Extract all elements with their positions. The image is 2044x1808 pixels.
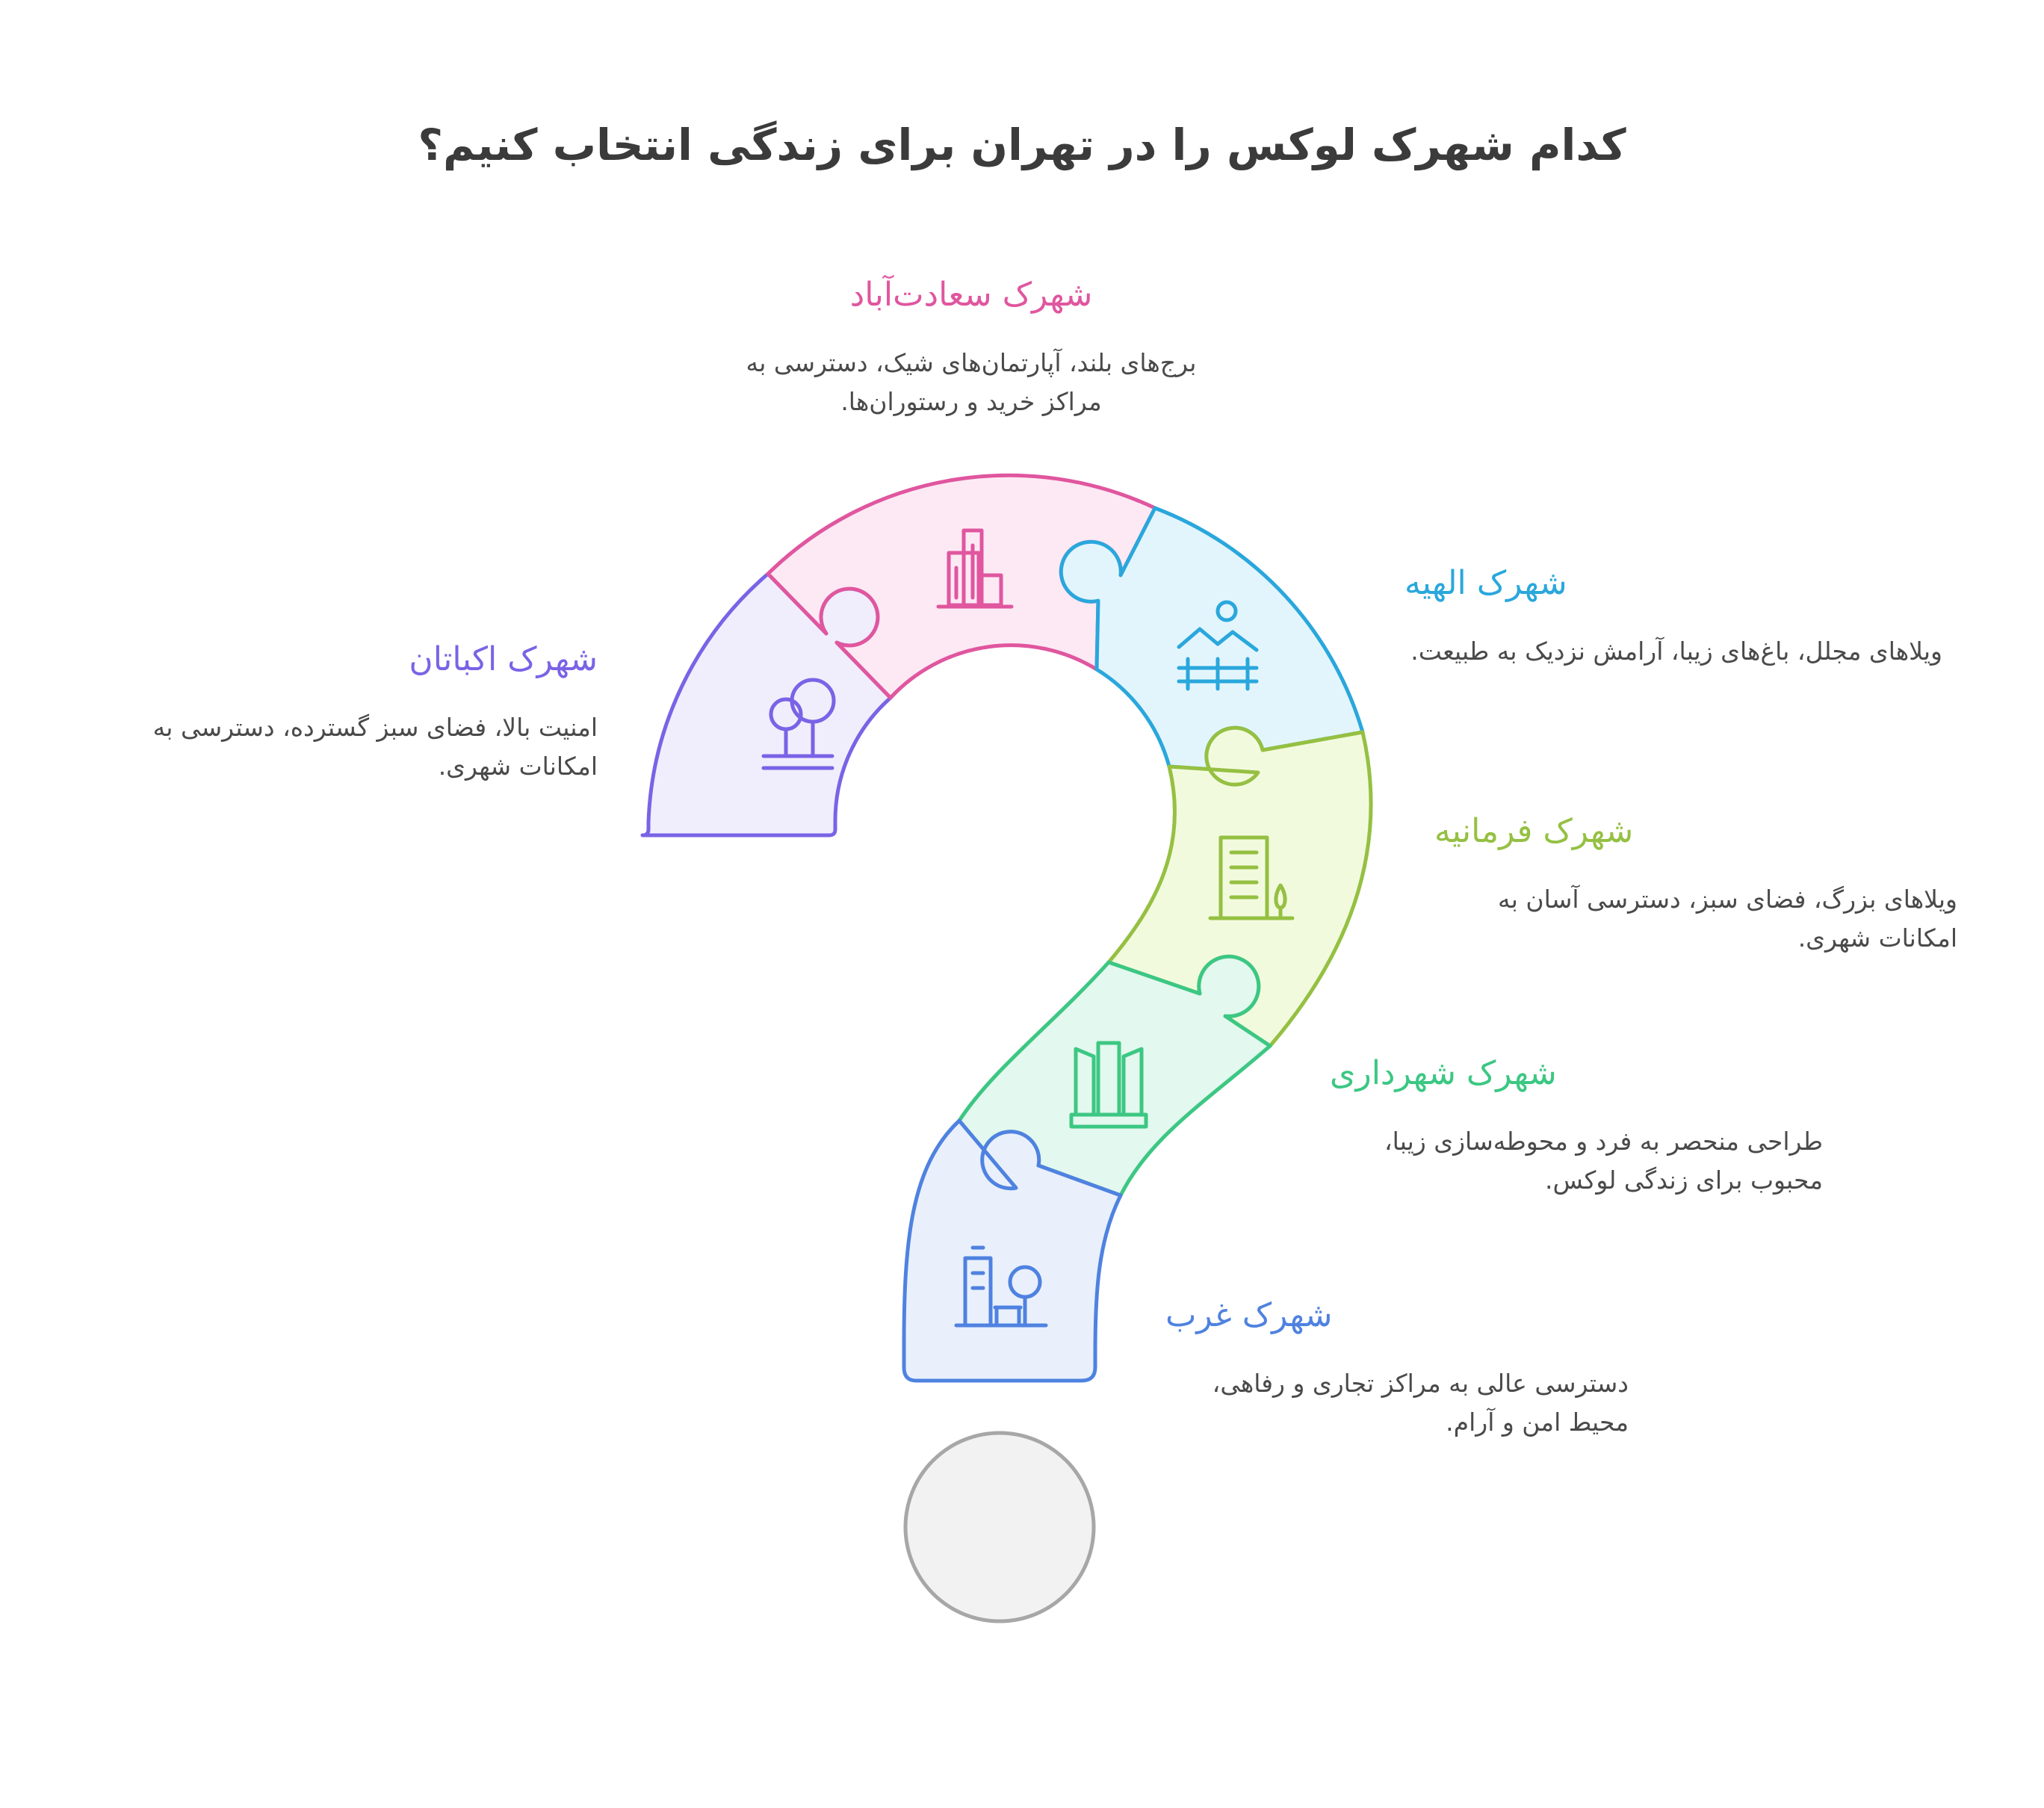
option-description: ویلاهای بزرگ، فضای سبز، دسترسی آسان به امکانات شهری. <box>1498 885 1957 953</box>
option-label-elahieh <box>1405 560 1942 671</box>
option-name: شهرک فرمانیه <box>1434 812 1634 850</box>
option-label-saadatabad <box>732 272 1210 421</box>
option-description: طراحی منحصر به فرد و محوطه‌سازی زیبا، محبوب برای زندگی لوکس. <box>1384 1127 1823 1195</box>
option-name: شهرک سعادت‌آباد <box>849 276 1093 314</box>
option-label-ekbatan <box>105 637 598 786</box>
option-name: شهرک الهیه <box>1405 564 1567 602</box>
diagram-title: کدام شهرک لوکس را در تهران برای زندگی انتخاب کنیم؟ <box>418 120 1626 170</box>
option-label-shahrdari <box>1330 1050 1823 1200</box>
option-description: ویلاهای مجلل، باغ‌های زیبا، آرامش نزدیک به طبیعت. <box>1410 637 1942 666</box>
option-description: برج‌های بلند، آپارتمان‌های شیک، دسترسی به مراکز خرید و رستوران‌ها. <box>746 348 1197 416</box>
puzzle-piece-ekbatan <box>642 574 891 835</box>
option-description: امنیت بالا، فضای سبز گسترده، دسترسی به امکانات شهری. <box>152 713 598 781</box>
option-description: دسترسی عالی به مراکز تجاری و رفاهی، محیط امن و آرام. <box>1212 1369 1629 1437</box>
option-name: شهرک اکباتان <box>409 640 598 678</box>
question-mark-dot <box>905 1433 1094 1621</box>
option-label-gharb <box>1165 1292 1629 1442</box>
option-name: شهرک غرب <box>1165 1296 1333 1334</box>
option-name: شهرک شهرداری <box>1330 1054 1557 1092</box>
option-label-farmanieh <box>1434 808 1957 958</box>
